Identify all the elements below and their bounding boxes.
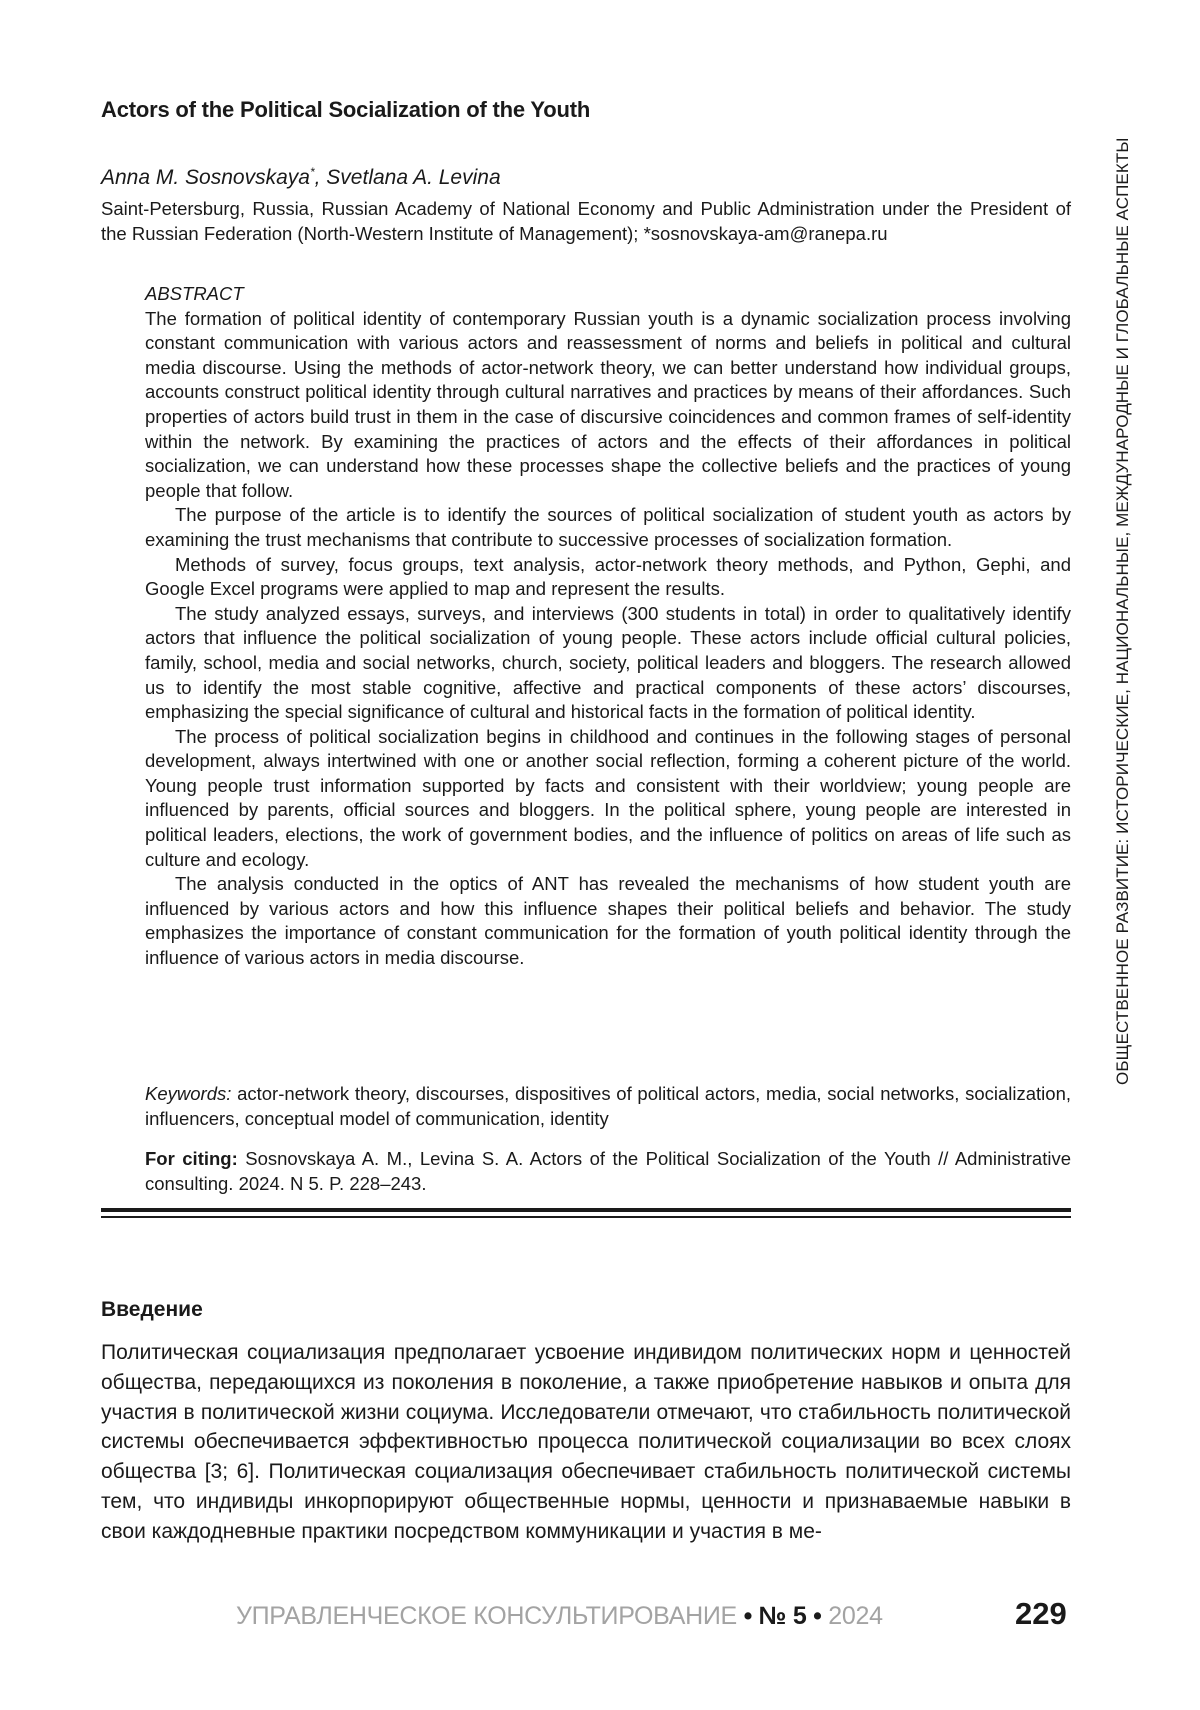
- running-footer: [236, 1602, 936, 1631]
- abstract-paragraph: The formation of political identity of contemporary Russian youth is a dynamic socialization process involving constant communication with various actors and reassessment of norms and beliefs in political and cultural media discourse. Using the methods of actor-network theory, we can better understand how individual groups, accounts construct political identity through cultural narratives and practices by means of their affordances. Such properties of actors build trust in them in the case of discursive coincidences and common frames of self-identity within the network. By examining the practices of actors and the effects of their affordances in political socialization, we can understand how these processes shape the collective beliefs and the practices of young people that follow.: [145, 307, 1071, 501]
- abstract-heading: ABSTRACT: [145, 283, 244, 304]
- introduction-paragraph: Политическая социализация предполагает усвоение индивидом политических норм и ценностей общества, передающихся из поколения в поколение, а также приобретение навыков и опыта для участия в политической жизни социума. Исследователи отмечают, что стабильность политической системы обеспечивается эффективностью процесса политической социализации во всех слоях общества [3; 6]. Политическая социализация обеспечивает стабильность политической системы тем, что индивиды инкорпорируют общественные нормы, ценности и признаваемые навыки в свои каждодневные практики посредством коммуникации и участия в ме-: [101, 1341, 1071, 1543]
- abstract-block: [145, 282, 1071, 971]
- keywords-label: Keywords:: [145, 1083, 232, 1104]
- separator-rule-thick: [101, 1208, 1071, 1212]
- second-author: , Svetlana A. Levina: [314, 166, 501, 189]
- journal-name: УПРАВЛЕНЧЕСКОЕ КОНСУЛЬТИРОВАНИЕ: [236, 1602, 737, 1630]
- keywords-text: actor-network theory, discourses, dispositives of political actors, media, social networks, socialization, influencers, conceptual model of communication, identity: [145, 1083, 1071, 1129]
- section-side-header: ОБЩЕСТВЕННОЕ РАЗВИТИЕ: ИСТОРИЧЕСКИЕ, НАЦИОНАЛЬНЫЕ, МЕЖДУНАРОДНЫЕ И ГЛОБАЛЬНЫЕ АСПЕКТЫ: [1113, 137, 1132, 1085]
- citation: [145, 1147, 1071, 1196]
- issue-year: 2024: [828, 1602, 883, 1630]
- article-authors: [101, 165, 1061, 190]
- keywords: [145, 1082, 1071, 1131]
- abstract-paragraph: The analysis conducted in the optics of ANT has revealed the mechanisms of how student youth are influenced by various actors and how this influence shapes their political beliefs and behavior. The study emphasizes the importance of constant communication for the formation of youth political identity through the influence of various actors in media discourse.: [145, 873, 1071, 969]
- citation-label: For citing:: [145, 1148, 238, 1169]
- separator-rule-thin: [101, 1216, 1071, 1218]
- footer-separator: •: [743, 1602, 753, 1630]
- citation-text: Sosnovskaya A. M., Levina S. A. Actors of the Political Socialization of the Youth // Administrative consulting. 2024. N 5. P. 228–243.: [145, 1148, 1071, 1194]
- abstract-paragraph: The process of political socialization begins in childhood and continues in the following stages of personal development, always intertwined with one or another social reflection, forming a coherent picture of the world. Young people trust information supported by facts and consistent with their worldview; young people are influenced by parents, official sources and bloggers. In the political sphere, young people are interested in political leaders, elections, the work of government bodies, and the influence of politics on areas of life such as culture and ecology.: [145, 725, 1071, 870]
- abstract-paragraph: The study analyzed essays, surveys, and interviews (300 students in total) in order to qualitatively identify actors that influence the political socialization of young people. These actors include official cultural policies, family, school, media and social networks, church, society, political leaders and bloggers. The research allowed us to identify the most stable cognitive, affective and practical components of these actors’ discourses, emphasizing the special significance of cultural and historical facts in the formation of political identity.: [145, 602, 1071, 723]
- first-author: Anna M. Sosnovskaya: [101, 166, 310, 189]
- page-number: 229: [1015, 1596, 1067, 1631]
- footer-separator: •: [813, 1602, 822, 1630]
- abstract-paragraph: The purpose of the article is to identify the sources of political socialization of student youth as actors by examining the trust mechanisms that contribute to successive processes of socialization formation.: [145, 504, 1071, 550]
- abstract-paragraph: Methods of survey, focus groups, text analysis, actor-network theory methods, and Python, Gephi, and Google Excel programs were applied to map and represent the results.: [145, 553, 1071, 600]
- corresponding-author-mark: *: [309, 165, 315, 179]
- issue-number: № 5: [758, 1602, 807, 1630]
- article-title: Actors of the Political Socialization of the Youth: [101, 97, 591, 122]
- section-title-introduction: Введение: [101, 1298, 203, 1321]
- author-affiliation: Saint-Petersburg, Russia, Russian Academy of National Economy and Public Administration under the President of the Russian Federation (North-Western Institute of Management); *sosnovskaya-am@ranepa.ru: [101, 198, 1071, 244]
